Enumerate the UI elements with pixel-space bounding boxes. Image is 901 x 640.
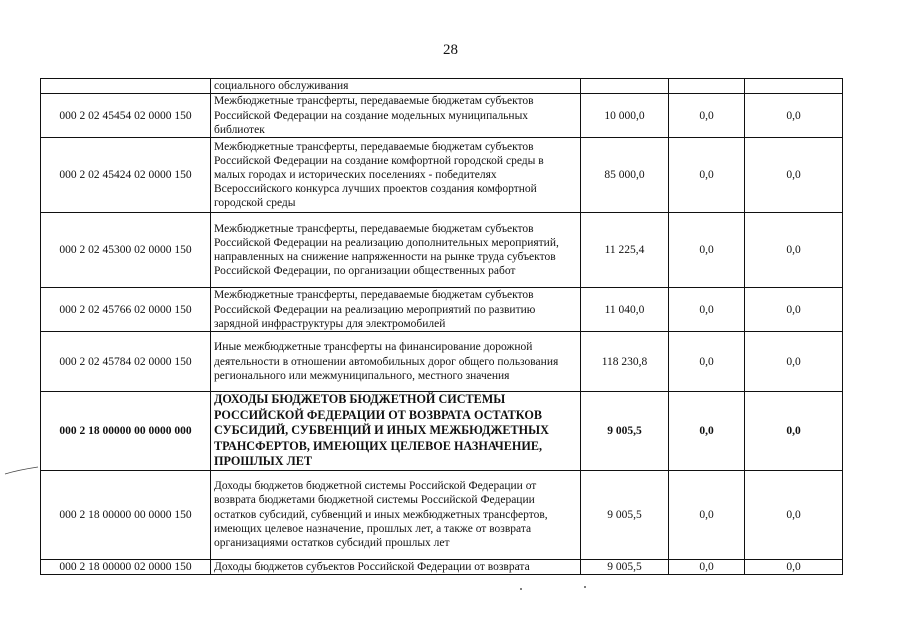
amount-year-1: 85 000,0 [581, 138, 669, 213]
budget-code: 000 2 02 45766 02 0000 150 [41, 288, 211, 332]
item-description: Доходы бюджетов бюджетной системы Российской Федерации от возврата бюджетами бюджетной системы Российской Федерации остатков субсидий, субвенций и иных межбюджетных трансфертов, имеющих целевое назначение, прошлых лет, а также от возврата организациями остатков субсидий прошлых лет [211, 470, 581, 559]
amount-year-3: 0,0 [745, 470, 843, 559]
page-number: 28 [443, 42, 458, 58]
amount-year-2: 0,0 [669, 392, 745, 471]
item-description: Межбюджетные трансферты, передаваемые бюджетам субъектов Российской Федерации на создание модельных муниципальных библиотек [211, 94, 581, 138]
table-row [41, 559, 843, 574]
table-row [41, 470, 843, 559]
amount-year-2: 0,0 [669, 213, 745, 288]
amount-year-2 [669, 79, 745, 94]
table-row [41, 288, 843, 332]
amount-year-3: 0,0 [745, 138, 843, 213]
amount-year-2: 0,0 [669, 288, 745, 332]
item-description: социального обслуживания [211, 79, 581, 94]
amount-year-3: 0,0 [745, 94, 843, 138]
budget-code: 000 2 18 00000 02 0000 150 [41, 559, 211, 574]
amount-year-1: 10 000,0 [581, 94, 669, 138]
amount-year-1: 9 005,5 [581, 470, 669, 559]
item-description: Доходы бюджетов субъектов Российской Федерации от возврата [211, 559, 581, 574]
budget-code: 000 2 02 45300 02 0000 150 [41, 213, 211, 288]
item-description: Иные межбюджетные трансферты на финансирование дорожной деятельности в отношении автомобильных дорог общего пользования регионального или межмуниципального, местного значения [211, 332, 581, 392]
amount-year-2: 0,0 [669, 470, 745, 559]
amount-year-2: 0,0 [669, 559, 745, 574]
budget-code: 000 2 18 00000 00 0000 000 [41, 392, 211, 471]
amount-year-3: 0,0 [745, 392, 843, 471]
amount-year-3: 0,0 [745, 332, 843, 392]
budget-code: 000 2 02 45784 02 0000 150 [41, 332, 211, 392]
item-description: Межбюджетные трансферты, передаваемые бюджетам субъектов Российской Федерации на реализацию дополнительных мероприятий, направленных на снижение напряженности на рынке труда субъектов Российской Федерации, по организации общественных работ [211, 213, 581, 288]
item-description: Межбюджетные трансферты, передаваемые бюджетам субъектов Российской Федерации на создание комфортной городской среды в малых городах и исторических поселениях - победителях Всероссийского конкурса лучших проектов создания комфортной городской среды [211, 138, 581, 213]
pen-mark-decoration [4, 466, 40, 476]
table-row [41, 138, 843, 213]
budget-code: 000 2 02 45454 02 0000 150 [41, 94, 211, 138]
item-description: Межбюджетные трансферты, передаваемые бюджетам субъектов Российской Федерации на реализацию мероприятий по развитию зарядной инфраструктуры для электромобилей [211, 288, 581, 332]
amount-year-1: 11 225,4 [581, 213, 669, 288]
amount-year-2: 0,0 [669, 332, 745, 392]
table-row [41, 213, 843, 288]
table-row [41, 332, 843, 392]
amount-year-2: 0,0 [669, 138, 745, 213]
scan-speck [584, 586, 586, 588]
budget-code: 000 2 02 45424 02 0000 150 [41, 138, 211, 213]
table-row-section-total [41, 392, 843, 471]
amount-year-1: 118 230,8 [581, 332, 669, 392]
amount-year-2: 0,0 [669, 94, 745, 138]
budget-table [40, 78, 843, 575]
table-row [41, 94, 843, 138]
budget-code: 000 2 18 00000 00 0000 150 [41, 470, 211, 559]
amount-year-3: 0,0 [745, 213, 843, 288]
item-description: ДОХОДЫ БЮДЖЕТОВ БЮДЖЕТНОЙ СИСТЕМЫ РОССИЙСКОЙ ФЕДЕРАЦИИ ОТ ВОЗВРАТА ОСТАТКОВ СУБСИДИЙ, СУБВЕНЦИЙ И ИНЫХ МЕЖБЮДЖЕТНЫХ ТРАНСФЕРТОВ, ИМЕЮЩИХ ЦЕЛЕВОЕ НАЗНАЧЕНИЕ, ПРОШЛЫХ ЛЕТ [211, 392, 581, 471]
amount-year-1: 9 005,5 [581, 559, 669, 574]
table-row [41, 79, 843, 94]
amount-year-3 [745, 79, 843, 94]
amount-year-3: 0,0 [745, 288, 843, 332]
amount-year-1 [581, 79, 669, 94]
amount-year-3: 0,0 [745, 559, 843, 574]
amount-year-1: 11 040,0 [581, 288, 669, 332]
scan-speck [520, 588, 522, 590]
amount-year-1: 9 005,5 [581, 392, 669, 471]
budget-code [41, 79, 211, 94]
